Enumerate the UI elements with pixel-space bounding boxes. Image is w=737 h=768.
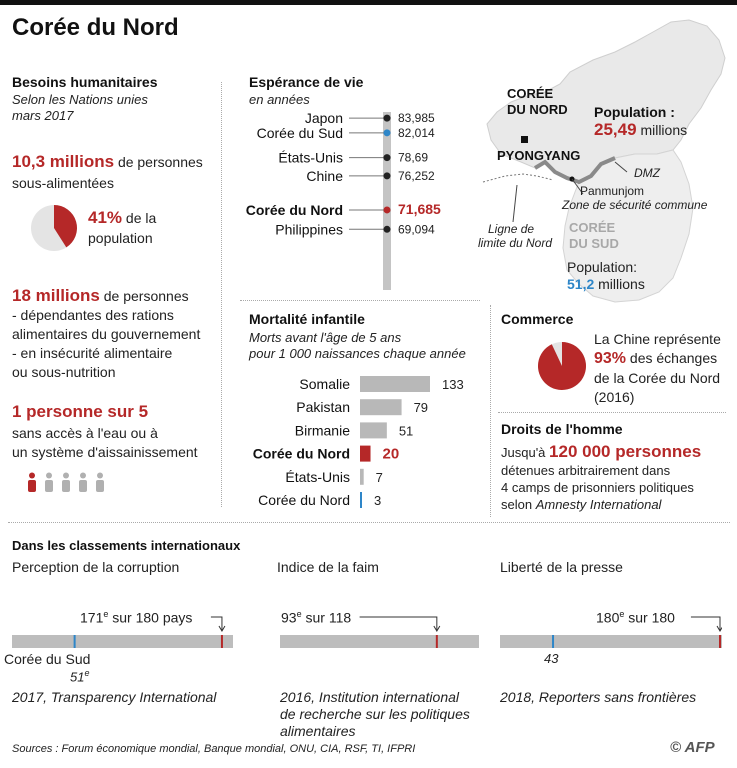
rankings-heading: Dans les classements internationaux xyxy=(12,538,241,553)
mortality-value-label: 79 xyxy=(413,400,429,416)
humanitarian-heading: Besoins humanitaires xyxy=(12,74,158,90)
map-dmz: DMZ xyxy=(634,166,660,180)
mortality-category-label: Pakistan xyxy=(296,399,350,416)
person-icon xyxy=(60,472,72,492)
trade-line-3: de la Corée du Nord xyxy=(594,370,721,386)
rank-marker-south xyxy=(552,635,554,648)
rank-pointer xyxy=(500,613,722,633)
life-point xyxy=(384,129,391,136)
page-title: Corée du Nord xyxy=(12,14,179,41)
mortality-bar xyxy=(360,399,402,415)
south-pop-unit: millions xyxy=(598,276,645,292)
south-pop-value: 51,2 xyxy=(567,276,595,292)
person-icon xyxy=(77,472,89,492)
rights-prefix: Jusqu'à xyxy=(501,445,546,460)
press-south-rank: 43 xyxy=(544,651,559,666)
life-category-label: Chine xyxy=(306,167,343,184)
corruption-south-num: 51 xyxy=(70,669,85,685)
northern-limit-line xyxy=(483,174,553,182)
child-mortality-chart xyxy=(230,370,490,512)
life-point xyxy=(384,226,391,233)
rights-line-0 xyxy=(501,442,701,462)
trade-line-1: La Chine représente xyxy=(594,331,721,347)
map-south-label-1: CORÉE xyxy=(569,220,616,235)
undernourished-value: 10,3 millions xyxy=(12,152,115,171)
dependent-text-2: - dépendantes des rations xyxy=(12,307,174,323)
life-expectancy-chart xyxy=(230,106,480,291)
life-value-label: 78,69 xyxy=(398,150,429,165)
undernourished-text-1: de personnes xyxy=(117,154,203,170)
mortality-subheading-1: Morts avant l'âge de 5 ans xyxy=(249,330,402,345)
mortality-category-label: Corée du Nord xyxy=(252,445,350,462)
hunger-rank-sup: e xyxy=(296,609,302,619)
pct-text-1: de la xyxy=(125,210,157,226)
hunger-track xyxy=(280,635,479,654)
dependent-value: 18 millions xyxy=(12,286,100,305)
trade-text: des échanges xyxy=(629,350,718,366)
rank-marker-north xyxy=(436,635,438,648)
life-category-label: Corée du Sud xyxy=(256,124,343,141)
rights-line-2: 4 camps de prisonniers politiques xyxy=(501,480,694,495)
south-pop-label: Population: xyxy=(567,259,638,275)
mortality-bar xyxy=(360,422,387,438)
humanitarian-subheading-2: mars 2017 xyxy=(12,108,74,123)
corruption-rank-sup: e xyxy=(103,609,109,619)
divider-trade xyxy=(498,412,726,413)
life-value-label: 71,685 xyxy=(398,200,441,217)
pyongyang-marker xyxy=(521,136,528,143)
divider-mid xyxy=(240,300,480,301)
life-axis xyxy=(383,112,391,290)
life-category-label: Philippines xyxy=(275,221,343,238)
water-value: 1 personne sur 5 xyxy=(12,402,149,421)
rank-pointer xyxy=(280,613,479,633)
life-value-label: 76,252 xyxy=(398,168,435,183)
mortality-category-label: États-Unis xyxy=(285,468,350,485)
rights-line-3 xyxy=(501,497,661,512)
mortality-bar xyxy=(360,376,430,392)
dependent-text-4: - en insécurité alimentaire xyxy=(12,345,173,361)
divider-left xyxy=(221,82,222,507)
corruption-south-label: Corée du Sud xyxy=(4,651,91,667)
water-text-2: un système d'aissainissement xyxy=(12,444,198,460)
press-rank-sup: e xyxy=(619,609,625,619)
corruption-south-rank xyxy=(70,668,89,684)
dependent-line xyxy=(12,286,189,306)
map-north-label-2: DU NORD xyxy=(507,102,568,117)
ranking-bar xyxy=(280,635,479,649)
rights-line3-prefix: selon xyxy=(501,497,533,512)
trade-line-2 xyxy=(594,349,717,368)
north-pop-value: 25,49 xyxy=(594,120,637,139)
rank-pointer xyxy=(12,613,233,633)
south-pop-line xyxy=(567,276,645,292)
dependent-text-3: alimentaires du gouvernement xyxy=(12,326,201,342)
corruption-title: Perception de la corruption xyxy=(12,559,180,575)
trade-heading: Commerce xyxy=(501,311,574,327)
map-nll-2: limite du Nord xyxy=(478,236,553,250)
rights-value: 120 000 personnes xyxy=(549,442,702,461)
top-rule xyxy=(0,0,737,5)
divider-right xyxy=(490,305,491,517)
rank-marker-north xyxy=(719,635,721,648)
life-category-label: Corée du Nord xyxy=(245,201,343,218)
hunger-rank-num: 93 xyxy=(281,609,297,626)
ranking-track xyxy=(280,635,479,648)
mortality-category-label: Birmanie xyxy=(294,422,350,439)
person-icon xyxy=(43,472,55,492)
trade-pie xyxy=(537,341,587,391)
life-point xyxy=(384,154,391,161)
pct-line xyxy=(88,208,156,228)
rank-marker-south xyxy=(74,635,76,648)
undernourished-text-2: sous-alimentées xyxy=(12,175,114,191)
mortality-category-label: Corée du Nord xyxy=(258,492,350,508)
life-heading: Espérance de vie xyxy=(249,74,364,90)
mortality-value-label: 133 xyxy=(442,377,464,392)
map-nll-1: Ligne de xyxy=(488,222,535,236)
corruption-rank-num: 171 xyxy=(80,609,104,626)
divider-rankings xyxy=(8,522,730,523)
mortality-value-label: 7 xyxy=(375,469,383,485)
press-rank-text: sur 180 xyxy=(628,609,675,626)
ranking-track xyxy=(12,635,233,648)
press-title: Liberté de la presse xyxy=(500,559,623,575)
mortality-bar xyxy=(360,492,362,508)
footer-sources: Sources : Forum économique mondial, Banque mondial, ONU, CIA, RSF, TI, IFPRI xyxy=(12,743,416,755)
press-track xyxy=(500,635,722,654)
hunger-source-2: de recherche sur les politiques xyxy=(280,706,470,722)
pct-value: 41% xyxy=(88,208,123,227)
mortality-subheading-2: pour 1 000 naissances chaque année xyxy=(249,346,466,361)
map-capital: PYONGYANG xyxy=(497,148,581,163)
undernourished-line xyxy=(12,152,203,172)
hunger-title: Indice de la faim xyxy=(277,559,379,575)
mortality-bar xyxy=(360,469,364,485)
trade-value: 93% xyxy=(594,350,627,367)
corruption-south-sup: e xyxy=(84,668,90,678)
pct-text-2: population xyxy=(88,230,153,246)
ranking-bar xyxy=(500,635,722,649)
trade-line-4: (2016) xyxy=(594,389,635,405)
mortality-heading: Mortalité infantile xyxy=(249,311,365,327)
rank-marker-north xyxy=(221,635,223,648)
life-value-label: 83,985 xyxy=(398,111,435,126)
north-pop-unit: millions xyxy=(640,122,688,138)
water-text-1: sans accès à l'eau ou à xyxy=(12,425,158,441)
mortality-value-label: 51 xyxy=(398,423,414,439)
ranking-track xyxy=(500,635,722,648)
mortality-category-label: Somalie xyxy=(299,376,350,392)
life-category-label: États-Unis xyxy=(278,149,343,166)
population-pie xyxy=(30,204,78,252)
nll-leader xyxy=(513,185,517,222)
trade-pie-china-slice xyxy=(538,342,586,390)
people-icons xyxy=(26,472,126,494)
press-rank-num: 180 xyxy=(596,609,620,626)
life-point xyxy=(384,172,391,179)
press-source: 2018, Reporters sans frontières xyxy=(500,689,697,705)
hunger-rank-text: sur 118 xyxy=(305,609,352,626)
person-icon xyxy=(26,472,38,492)
life-point xyxy=(384,115,391,122)
map-panmunjom: Panmunjom xyxy=(580,184,645,198)
dependent-text-5: ou sous-nutrition xyxy=(12,364,116,380)
dependent-text-1: de personnes xyxy=(103,288,189,304)
rights-line3-source: Amnesty International xyxy=(535,497,662,512)
ranking-bar xyxy=(12,635,233,649)
life-value-label: 82,014 xyxy=(398,125,435,140)
rights-line-1: détenues arbitrairement dans xyxy=(501,463,671,478)
hunger-source-1: 2016, Institution international xyxy=(280,689,460,705)
corruption-rank-text: sur 180 pays xyxy=(112,609,193,626)
mortality-value-label: 20 xyxy=(382,445,400,463)
life-point xyxy=(384,206,391,213)
footer-credit: © AFP xyxy=(670,739,715,756)
life-category-label: Japon xyxy=(304,110,343,127)
life-value-label: 69,094 xyxy=(398,222,435,237)
mortality-bar xyxy=(360,446,371,462)
person-icon xyxy=(94,472,106,492)
life-subheading: en années xyxy=(249,92,310,107)
map-south-label-2: DU SUD xyxy=(569,236,619,251)
north-pop-line xyxy=(594,120,687,140)
north-pop-label: Population : xyxy=(594,104,675,120)
corruption-source: 2017, Transparency International xyxy=(12,689,217,705)
map-jsa: Zone de sécurité commune xyxy=(562,198,708,212)
rights-heading: Droits de l'homme xyxy=(501,421,623,437)
map-north-label-1: CORÉE xyxy=(507,86,554,101)
humanitarian-subheading-1: Selon les Nations unies xyxy=(12,92,148,107)
hunger-source-3: alimentaires xyxy=(280,723,356,739)
mortality-value-label: 3 xyxy=(374,493,382,508)
